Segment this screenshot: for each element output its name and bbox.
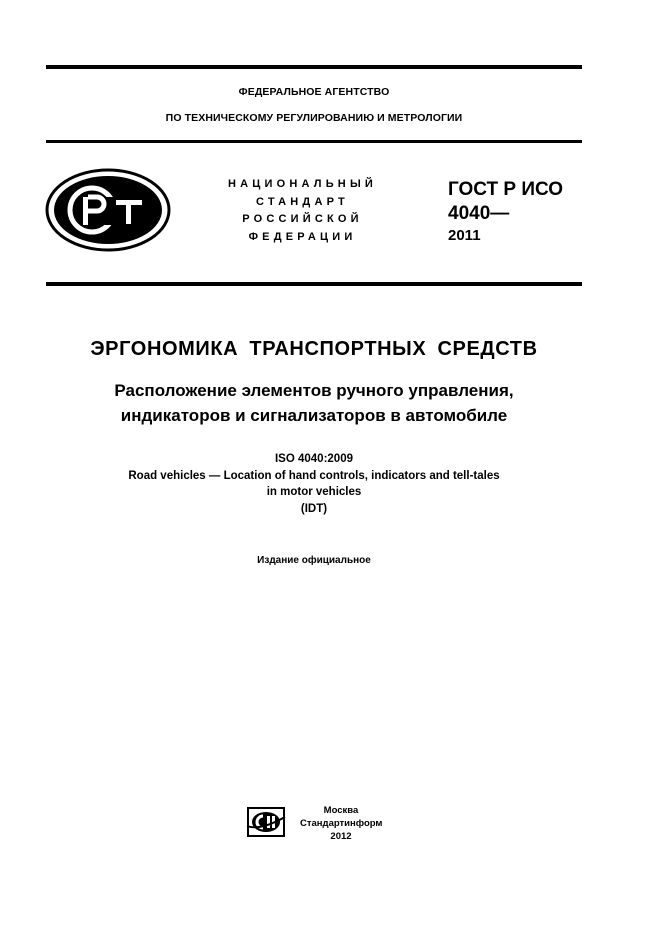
national-line-2: СТАНДАРТ (256, 195, 349, 208)
national-line-3: РОССИЙСКОЙ (242, 213, 363, 225)
agency-name-line-1: ФЕДЕРАЛЬНОЕ АГЕНТСТВО (238, 86, 390, 98)
iso-code: ISO 4040:2009 (274, 453, 353, 465)
document-title: ЭРГОНОМИКА ТРАНСПОРТНЫХ СРЕДСТВ (90, 338, 538, 360)
document-subtitle (46, 378, 582, 428)
publisher-name: Стандартинформ (300, 818, 383, 829)
standartinform-logo-icon (246, 806, 286, 838)
publisher-year: 2012 (330, 831, 352, 842)
iso-title-line-1: Road vehicles — Location of hand controls, indicators and tell-tales (128, 469, 500, 482)
agency-name-line-2: ПО ТЕХНИЧЕСКОМУ РЕГУЛИРОВАНИЮ И МЕТРОЛОГИИ (165, 112, 463, 124)
national-standard-label (205, 176, 400, 246)
national-line-1: НАЦИОНАЛЬНЫЙ (227, 178, 378, 190)
subtitle-line-2: индикаторов и сигнализаторов в автомобиле (120, 406, 508, 425)
header-rule (46, 140, 582, 143)
standard-bottom-rule (46, 282, 582, 286)
publisher-city: Москва (323, 805, 359, 816)
subtitle-line-1: Расположение элементов ручного управления, (114, 381, 514, 400)
publisher-info (300, 804, 382, 843)
iso-idt: (IDT) (300, 502, 328, 515)
rst-certification-logo-icon (44, 167, 172, 253)
edition-label: Издание официальное (257, 555, 371, 566)
gost-year: 2011 (448, 227, 481, 244)
gost-line-1: ГОСТ Р ИСО (448, 179, 564, 200)
iso-reference (46, 451, 582, 517)
top-rule (46, 65, 582, 69)
gost-designation (448, 178, 588, 246)
national-line-4: ФЕДЕРАЦИИ (248, 230, 357, 243)
iso-title-line-2: in motor vehicles (266, 486, 362, 498)
gost-line-2: 4040— (448, 203, 510, 224)
